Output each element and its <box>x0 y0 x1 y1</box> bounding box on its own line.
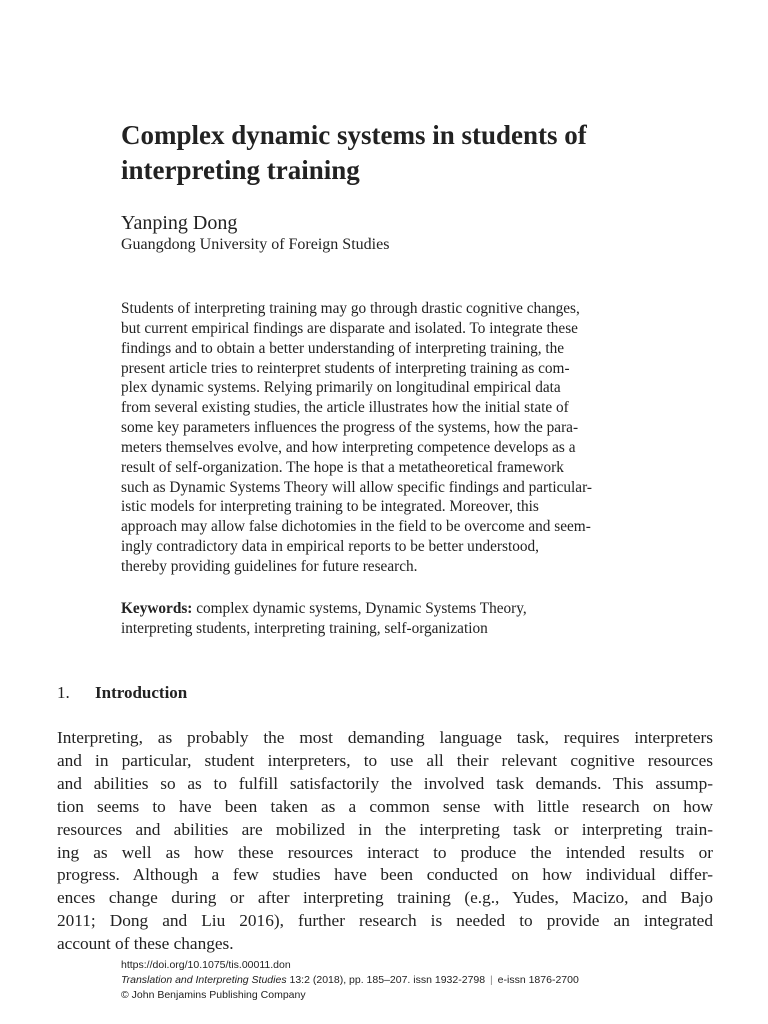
article-title-line: interpreting training <box>121 155 360 185</box>
author-affiliation: Guangdong University of Foreign Studies <box>121 236 390 253</box>
body-line: and abilities so as to fulfill satisfactorily the involved task demands. This assump- <box>57 773 713 793</box>
body-line: resources and abilities are mobilized in the interpreting task or interpreting train- <box>57 819 713 839</box>
body-line: ences change during or after interpreting training (e.g., Yudes, Macizo, and Bajo <box>57 888 713 908</box>
abstract-line: from several existing studies, the article illustrates how the initial state of <box>121 399 569 417</box>
abstract-line: but current empirical findings are disparate and isolated. To integrate these <box>121 319 578 337</box>
keywords-line: interpreting students, interpreting training, self-organization <box>121 620 488 637</box>
body-line: progress. Although a few studies have been conducted on how individual differ- <box>57 865 713 885</box>
body-paragraph <box>57 727 713 956</box>
keywords-block <box>121 599 681 639</box>
body-line: ing as well as how these resources interact to produce the intended results or <box>57 842 713 862</box>
abstract-line: some key parameters influences the progress of the systems, how the para- <box>121 419 579 437</box>
keywords-line <box>121 599 681 619</box>
abstract-line: findings and to obtain a better understanding of interpreting training, the <box>121 339 565 357</box>
article-title-line: Complex dynamic systems in students of <box>121 120 587 150</box>
author-name: Yanping Dong <box>121 212 238 234</box>
abstract-line: plex dynamic systems. Relying primarily on longitudinal empirical data <box>121 379 561 397</box>
abstract-line: ingly contradictory data in empirical reports to be better understood, <box>121 538 539 556</box>
abstract-line: approach may allow false dichotomies in the field to be overcome and seem- <box>121 518 591 536</box>
separator: | <box>490 974 493 986</box>
citation-volume-pages: 13:2 (2018), pp. 185–207. <box>289 974 411 986</box>
abstract-line: thereby providing guidelines for future research. <box>121 557 418 575</box>
page-footer <box>121 958 579 1003</box>
body-line: Interpreting, as probably the most demanding language task, requires interpreters <box>57 728 713 747</box>
doi-link[interactable]: https://doi.org/10.1075/tis.00011.don <box>121 959 291 971</box>
section-heading <box>57 682 187 704</box>
issn: issn 1932-2798 <box>413 974 486 986</box>
keywords-label: Keywords: <box>121 600 193 617</box>
eissn: e-issn 1876-2700 <box>497 974 579 986</box>
body-line: account of these changes. <box>57 934 234 954</box>
abstract-line: meters themselves evolve, and how interpreting competence develops as a <box>121 438 576 456</box>
body-line: 2011; Dong and Liu 2016), further research is needed to provide an integrated <box>57 911 713 931</box>
abstract-line: such as Dynamic Systems Theory will allow specific findings and particular- <box>121 478 592 496</box>
section-number: 1. <box>57 683 70 702</box>
body-line: tion seems to have been taken as a common sense with little research on how <box>57 796 713 816</box>
abstract <box>121 299 681 577</box>
journal-name: Translation and Interpreting Studies <box>121 974 287 986</box>
keywords-list: complex dynamic systems, Dynamic Systems Theory, <box>196 600 527 617</box>
body-line: and in particular, student interpreters, to use all their relevant cognitive resources <box>57 750 713 770</box>
article-title <box>121 118 701 188</box>
abstract-line: result of self-organization. The hope is that a metatheoretical framework <box>121 458 564 476</box>
abstract-line: present article tries to reinterpret students of interpreting training as com- <box>121 359 570 377</box>
journal-citation <box>121 973 579 988</box>
copyright-notice: © John Benjamins Publishing Company <box>121 989 306 1001</box>
abstract-line: Students of interpreting training may go through drastic cognitive changes, <box>121 300 580 317</box>
abstract-line: istic models for interpreting training to be integrated. Moreover, this <box>121 498 539 516</box>
section-title: Introduction <box>95 683 188 702</box>
